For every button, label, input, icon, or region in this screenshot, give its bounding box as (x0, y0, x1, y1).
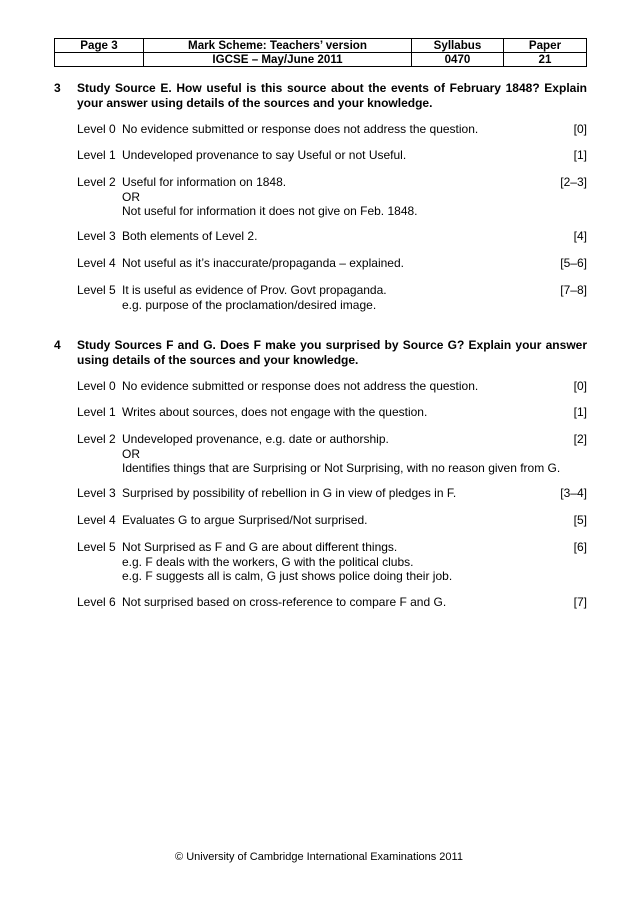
level-label: Level 2 (77, 175, 116, 189)
header-exam-session: IGCSE – May/June 2011 (144, 53, 412, 67)
level-mark: [1] (573, 405, 587, 419)
header-page: Page 3 (55, 39, 144, 53)
level-description: Undeveloped provenance to say Useful or not Useful. (122, 148, 407, 162)
level-mark: [0] (573, 379, 587, 393)
level-mark: [1] (573, 148, 587, 162)
question-text: Study Source E. How useful is this source about the events of February 1848? Explain your answer using details of the sources and your knowledge. (77, 81, 587, 110)
level-label: Level 6 (77, 595, 116, 609)
header-paper-label: Paper (504, 39, 587, 53)
level-label: Level 4 (77, 513, 116, 527)
level-description: It is useful as evidence of Prov. Govt propaganda. (122, 283, 387, 297)
level-label: Level 5 (77, 540, 116, 554)
level-description: Not useful for information it does not give on Feb. 1848. (122, 204, 418, 218)
level-label: Level 1 (77, 148, 116, 162)
header-row (55, 39, 587, 53)
level-description: Undeveloped provenance, e.g. date or authorship. (122, 432, 389, 446)
level-description: No evidence submitted or response does not address the question. (122, 379, 479, 393)
level-description: Surprised by possibility of rebellion in G in view of pledges in F. (122, 486, 457, 500)
level-mark: [5] (573, 513, 587, 527)
level-label: Level 4 (77, 256, 116, 270)
level-mark: [6] (573, 540, 587, 554)
header-empty-cell (55, 53, 144, 67)
level-description: Not surprised based on cross-reference to compare F and G. (122, 595, 447, 609)
level-label: Level 3 (77, 486, 116, 500)
header-row (55, 53, 587, 67)
level-description: Not useful as it’s inaccurate/propaganda – explained. (122, 256, 404, 270)
level-description: e.g. F suggests all is calm, G just shows police doing their job. (122, 569, 453, 583)
level-mark: [2–3] (560, 175, 587, 189)
header-syllabus-code: 0470 (412, 53, 504, 67)
header-title: Mark Scheme: Teachers’ version (144, 39, 412, 53)
header-syllabus-label: Syllabus (412, 39, 504, 53)
level-mark: [2] (573, 432, 587, 446)
level-mark: [3–4] (560, 486, 587, 500)
level-mark: [0] (573, 122, 587, 136)
level-label: Level 2 (77, 432, 116, 446)
level-label: Level 5 (77, 283, 116, 297)
level-description: Identifies things that are Surprising or Not Surprising, with no reason given from G. (122, 461, 561, 475)
level-description: e.g. F deals with the workers, G with the political clubs. (122, 554, 414, 569)
level-mark: [7] (573, 595, 587, 609)
level-description: Evaluates G to argue Surprised/Not surprised. (122, 513, 368, 527)
level-description: e.g. purpose of the proclamation/desired image. (122, 297, 377, 312)
level-label: Level 0 (77, 122, 116, 136)
question-number: 4 (54, 338, 61, 352)
header-table (54, 38, 587, 67)
level-mark: [4] (573, 229, 587, 243)
level-description: Writes about sources, does not engage with the question. (122, 405, 428, 419)
level-description: Both elements of Level 2. (122, 229, 258, 243)
level-mark: [7–8] (560, 283, 587, 297)
level-or: OR (122, 446, 140, 461)
copyright-footer: © University of Cambridge International Examinations 2011 (175, 851, 463, 863)
level-label: Level 0 (77, 379, 116, 393)
level-description: No evidence submitted or response does not address the question. (122, 122, 479, 136)
level-label: Level 1 (77, 405, 116, 419)
level-description: Not Surprised as F and G are about different things. (122, 540, 398, 554)
header-paper-number: 21 (504, 53, 587, 67)
level-label: Level 3 (77, 229, 116, 243)
level-mark: [5–6] (560, 256, 587, 270)
question-text: Study Sources F and G. Does F make you surprised by Source G? Explain your answer using details of the sources and your knowledge. (77, 338, 587, 367)
question-number: 3 (54, 81, 61, 95)
level-or: OR (122, 189, 140, 204)
level-description: Useful for information on 1848. (122, 175, 287, 189)
